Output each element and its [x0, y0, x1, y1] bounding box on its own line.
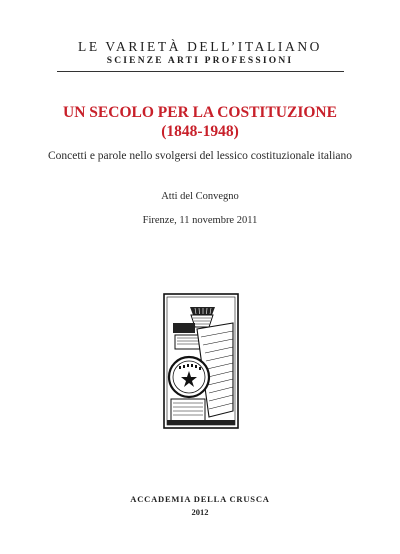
- proceedings-label: Atti del Convegno: [161, 191, 239, 202]
- header-divider: [57, 71, 344, 72]
- publisher-name: ACCADEMIA DELLA CRUSCA: [130, 494, 270, 504]
- book-subtitle: Concetti e parole nello svolgersi del lessico costituzionale italiano: [47, 150, 353, 162]
- series-subtitle: SCIENZE ARTI PROFESSIONI: [106, 56, 294, 66]
- book-title-dates: (1848-1948): [161, 123, 239, 140]
- publication-year: 2012: [191, 507, 209, 517]
- conference-place-date: Firenze, 11 novembre 2011: [142, 215, 258, 226]
- book-title: UN SECOLO PER LA COSTITUZIONE: [63, 104, 337, 121]
- series-title: LE VARIETÀ DELL’ITALIANO: [77, 39, 323, 54]
- crusca-sieve-emblem-icon: [163, 293, 239, 429]
